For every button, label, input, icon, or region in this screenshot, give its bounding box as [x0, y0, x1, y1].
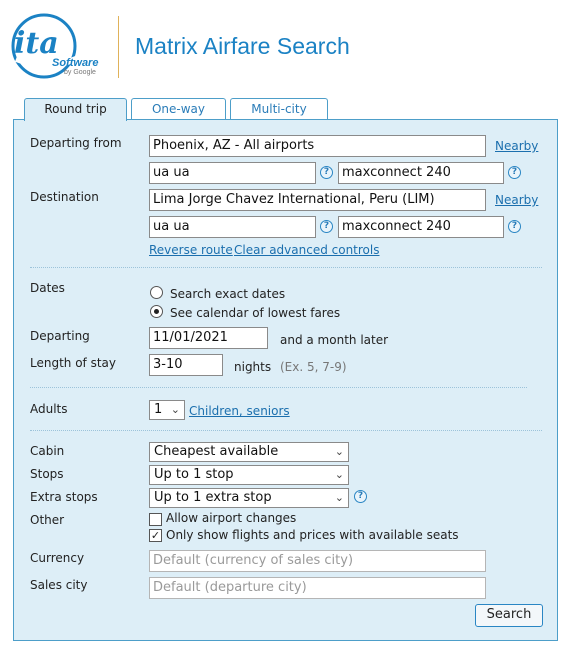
- origin-routing-input[interactable]: ua ua: [149, 162, 316, 184]
- extra-stops-value: Up to 1 extra stop: [154, 490, 272, 505]
- exact-dates-radio[interactable]: [150, 286, 163, 299]
- section-divider: [30, 267, 542, 268]
- origin-nearby-link[interactable]: Nearby: [495, 139, 539, 153]
- length-of-stay-label: Length of stay: [30, 356, 116, 370]
- exact-dates-label: Search exact dates: [170, 287, 286, 301]
- header-divider: [118, 16, 119, 78]
- destination-nearby-link[interactable]: Nearby: [495, 193, 539, 207]
- help-icon[interactable]: ?: [354, 490, 367, 503]
- calendar-label: See calendar of lowest fares: [170, 306, 341, 320]
- tab-one-way[interactable]: One-way: [131, 98, 226, 120]
- help-icon[interactable]: ?: [508, 166, 521, 179]
- tab-round-trip[interactable]: Round trip: [24, 98, 127, 121]
- logo-text: ita: [14, 26, 59, 61]
- section-divider: [30, 387, 527, 388]
- available-seats-checkbox[interactable]: ✓: [150, 529, 161, 542]
- chevron-down-icon: ⌄: [334, 445, 344, 458]
- destination-extension-input[interactable]: maxconnect 240: [338, 216, 504, 238]
- departing-from-label: Departing from: [30, 136, 122, 150]
- available-seats-label: Only show flights and prices with available seats: [166, 528, 459, 542]
- chevron-down-icon: ⌄: [334, 491, 344, 504]
- destination-label: Destination: [30, 190, 99, 204]
- reverse-route-link[interactable]: Reverse route: [149, 243, 233, 257]
- destination-routing-input[interactable]: ua ua: [149, 216, 316, 238]
- stops-select[interactable]: [149, 465, 349, 485]
- adults-select[interactable]: [149, 400, 185, 420]
- other-label: Other: [30, 513, 65, 527]
- origin-extension-input[interactable]: maxconnect 240: [338, 162, 504, 184]
- departing-label: Departing: [30, 329, 90, 343]
- search-panel: [13, 119, 558, 641]
- children-seniors-link[interactable]: Children, seniors: [189, 404, 290, 418]
- cabin-select[interactable]: [149, 442, 349, 462]
- currency-label: Currency: [30, 551, 85, 565]
- section-divider: [30, 430, 542, 431]
- help-icon[interactable]: ?: [508, 220, 521, 233]
- stops-value: Up to 1 stop: [154, 467, 234, 482]
- extra-stops-select[interactable]: [149, 488, 349, 508]
- ita-logo: [10, 12, 105, 82]
- logo-sub: Software: [52, 57, 99, 69]
- dates-label: Dates: [30, 281, 65, 295]
- clear-advanced-link[interactable]: Clear advanced controls: [234, 243, 380, 257]
- length-of-stay-input[interactable]: 3-10: [149, 354, 223, 376]
- sales-city-label: Sales city: [30, 578, 88, 592]
- extra-stops-label: Extra stops: [30, 490, 98, 504]
- cabin-value: Cheapest available: [154, 444, 279, 459]
- departing-suffix: and a month later: [280, 333, 389, 347]
- origin-input[interactable]: Phoenix, AZ - All airports: [149, 135, 486, 157]
- airport-changes-label: Allow airport changes: [166, 511, 297, 525]
- chevron-down-icon: ⌄: [334, 468, 344, 481]
- adults-value: 1: [154, 402, 163, 417]
- sales-city-input[interactable]: Default (departure city): [149, 577, 486, 599]
- stay-hint: (Ex. 5, 7-9): [280, 360, 347, 374]
- airport-changes-checkbox[interactable]: [149, 513, 162, 526]
- stops-label: Stops: [30, 467, 64, 481]
- currency-input[interactable]: Default (currency of sales city): [149, 550, 486, 572]
- help-icon[interactable]: ?: [320, 220, 333, 233]
- page-title: Matrix Airfare Search: [135, 33, 350, 59]
- calendar-radio[interactable]: [150, 305, 163, 318]
- departing-date-input[interactable]: 11/01/2021: [149, 327, 268, 349]
- help-icon[interactable]: ?: [320, 166, 333, 179]
- tab-multi-city[interactable]: Multi-city: [230, 98, 328, 120]
- nights-label: nights: [234, 360, 272, 374]
- cabin-label: Cabin: [30, 444, 65, 458]
- adults-label: Adults: [30, 402, 68, 416]
- logo-by: by Google: [64, 69, 96, 76]
- chevron-down-icon: ⌄: [170, 403, 180, 416]
- destination-input[interactable]: Lima Jorge Chavez International, Peru (LIM): [149, 189, 486, 211]
- search-button[interactable]: Search: [475, 604, 543, 627]
